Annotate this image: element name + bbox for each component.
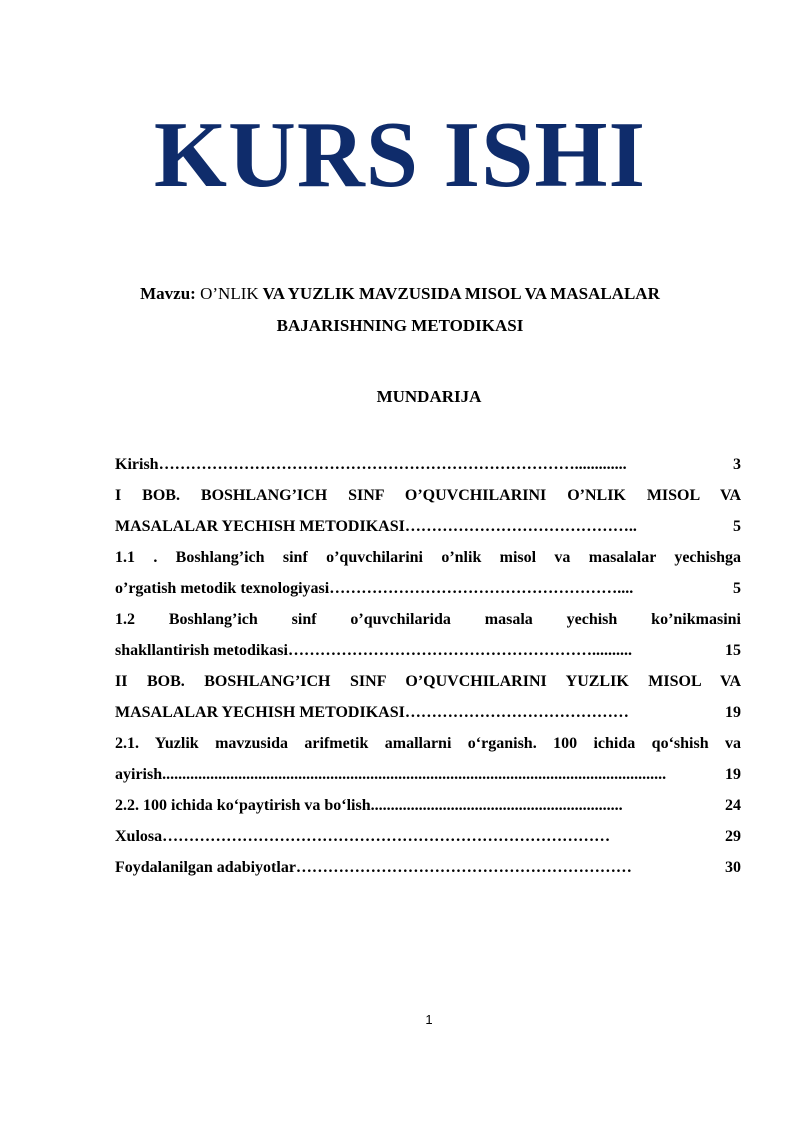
topic-line-1	[100, 278, 700, 310]
toc-entry-lead: 1.1 . Boshlang’ich sinf o’quvchilarini o’nlik misol va masalalar yechishga	[115, 549, 741, 566]
toc-leader-dots: …………………………………………………..........	[287, 642, 632, 659]
toc-page-number: 3	[733, 456, 741, 473]
toc-page-number: 19	[725, 766, 741, 783]
toc-leader-dots: …………………………………………………………………….............	[158, 456, 627, 473]
toc-entry-text: shakllantirish metodikasi	[115, 642, 288, 659]
topic-block	[100, 278, 700, 342]
toc-leader-dots: …………………………………………………………………………	[162, 828, 611, 845]
toc-entry-2-2[interactable]	[115, 790, 741, 821]
toc-entry-text: Kirish	[115, 456, 159, 473]
toc-entry-lead: I BOB. BOSHLANG’ICH SINF O’QUVCHILARINI O’NLIK MISOL VA	[115, 487, 741, 504]
toc-page-number: 5	[733, 518, 741, 535]
toc-page-number: 30	[725, 859, 741, 876]
topic-line-2: BAJARISHNING METODIKASI	[276, 316, 524, 335]
page-number: 1	[425, 1012, 433, 1027]
topic-label: Mavzu:	[140, 284, 196, 303]
toc-page-number: 5	[733, 580, 741, 597]
toc-page-number: 15	[725, 642, 741, 659]
toc-entry-lead: 2.1. Yuzlik mavzusida arifmetik amallarni o‘rganish. 100 ichida qo‘shish va	[115, 735, 741, 752]
toc-leader-dots: ……………………………………..	[404, 518, 637, 535]
toc-page-number: 29	[725, 828, 741, 845]
toc-entry-text: Foydalanilgan adabiyotlar	[115, 859, 296, 876]
topic-line1-text: VA YUZLIK MAVZUSIDA MISOL VA MASALALAR	[262, 284, 660, 303]
topic-prefix: O’NLIK	[200, 284, 259, 303]
document-title: KURS ISHI	[153, 103, 647, 207]
toc-entry-text: o’rgatish metodik texnologiyasi	[115, 580, 330, 597]
toc-leader-dots: ………………………………………………....	[329, 580, 634, 597]
toc-entry-1-1[interactable]	[115, 573, 741, 604]
toc-leader-dots: ...............................................................	[370, 797, 623, 814]
toc-entry-text: MASALALAR YECHISH METODIKASI	[115, 704, 405, 721]
toc-heading: MUNDARIJA	[376, 387, 482, 406]
toc-entry-adabiyotlar[interactable]	[115, 852, 741, 883]
toc-entry-chapter-1[interactable]	[115, 511, 741, 542]
toc-leader-dots: ……………………………………	[404, 704, 629, 721]
toc-entry-2-1[interactable]	[115, 759, 741, 790]
toc-entry-xulosa[interactable]	[115, 821, 741, 852]
toc-entry-text: MASALALAR YECHISH METODIKASI	[115, 518, 405, 535]
toc-leader-dots: ………………………………………………………	[295, 859, 632, 876]
toc-entry-text: Xulosa	[115, 828, 163, 845]
toc-leader-dots: ..............................................................................................................................	[162, 766, 667, 783]
toc-entry-chapter-2[interactable]	[115, 697, 741, 728]
toc-entry-lead: 1.2 Boshlang’ich sinf o’quvchilarida masala yechish ko’nikmasini	[115, 611, 741, 628]
toc-entry-kirish[interactable]	[115, 449, 741, 480]
toc-entry-lead: II BOB. BOSHLANG’ICH SINF O’QUVCHILARINI YUZLIK MISOL VA	[115, 673, 741, 690]
toc-page-number: 19	[725, 704, 741, 721]
toc-entry-1-2[interactable]	[115, 635, 741, 666]
table-of-contents	[115, 449, 741, 883]
toc-entry-text: ayirish	[115, 766, 163, 783]
toc-entry-text: 2.2. 100 ichida ko‘paytirish va bo‘lish	[115, 797, 371, 814]
toc-page-number: 24	[725, 797, 741, 814]
